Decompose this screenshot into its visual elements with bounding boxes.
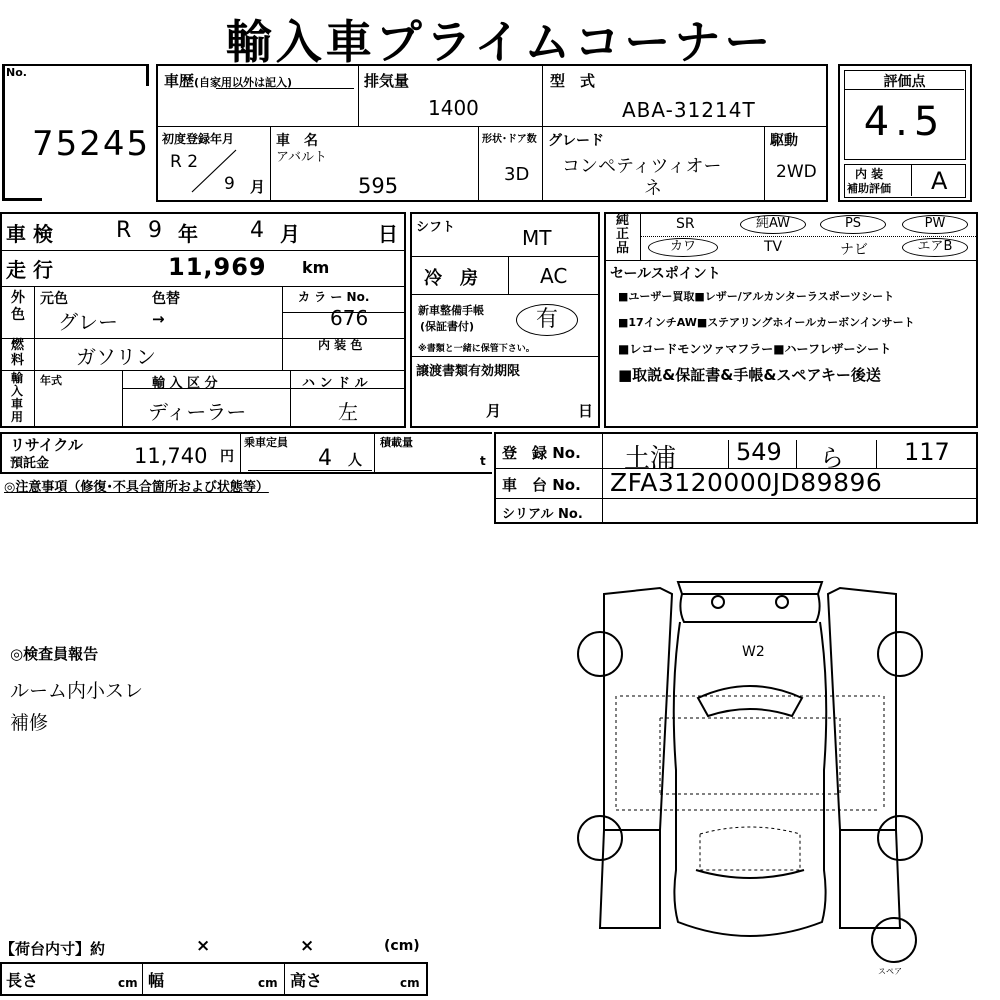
equip-alloy-wheel: 純AW [740, 215, 806, 234]
drive-value: 2WD [776, 162, 817, 182]
chassis-value: ZFA3120000JD89896 [610, 468, 883, 497]
mileage-unit: km [302, 258, 330, 277]
inspection-month: 4 [250, 218, 264, 243]
interior-label-1: 内 装 [855, 167, 884, 181]
manual-label-2: (保証書付) [420, 320, 475, 333]
sales-point-4: ■取説&保証書&手帳&スペアキー後送 [618, 366, 881, 384]
page-title: 輸入車プライムコーナー [225, 15, 775, 69]
handle-label: ハ ン ド ル [302, 376, 368, 391]
mileage-value: 11,969 [168, 253, 267, 281]
transfer-docs-day: 日 [578, 402, 594, 420]
fuel-label: 燃料 [11, 338, 25, 368]
color-original-label: 元色 [40, 291, 68, 307]
inspector-label: ◎検査員報告 [10, 645, 99, 663]
equipment-sales-block [604, 212, 978, 428]
lot-number-label: No. [6, 66, 27, 79]
doors-value: 3D [504, 164, 530, 185]
shift-label: シフト [416, 220, 456, 235]
serial-label: シリアル No. [502, 507, 583, 522]
inspection-month-unit: 月 [280, 222, 300, 246]
color-change-label: 色替 [152, 291, 180, 307]
capacity-value: 4 [318, 446, 332, 471]
inspection-year-unit: 年 [178, 222, 198, 246]
registration-kana: ら [820, 444, 844, 472]
equip-power-steering: PS [820, 215, 886, 234]
registration-block [494, 432, 978, 524]
equip-tv: TV [764, 239, 783, 255]
mileage-label: 走 行 [6, 258, 53, 282]
import-year-label: 年式 [40, 374, 62, 387]
interior-color-label: 内 装 色 [318, 338, 363, 352]
rating-box [838, 64, 972, 202]
cargo-length-label: 長さ [6, 971, 39, 990]
interior-label-2: 補助評価 [847, 182, 891, 195]
equip-sr: SR [676, 216, 695, 232]
lot-number-value: 75245 [32, 124, 151, 164]
manual-note: ※書類と一緒に保管下さい。 [418, 344, 535, 354]
inspector-line-1: ルーム内小スレ [10, 680, 144, 702]
equip-leather: カワ [648, 238, 718, 257]
first-reg-month-unit: 月 [250, 178, 266, 196]
color-no-value: 676 [330, 306, 369, 330]
equip-navi: ナビ [840, 242, 868, 258]
car-name-label: 車 名 [276, 133, 318, 149]
cargo-height-cm: cm [400, 976, 420, 990]
car-maker: アバルト [276, 150, 327, 165]
grade-value-1: コンペティツィオー [562, 156, 722, 177]
notes-label: ◎注意事項（修復･不具合箇所および状態等） [4, 480, 269, 495]
handle-value: 左 [338, 400, 358, 424]
color-change-value: → [152, 310, 165, 328]
manual-label-1: 新車整備手帳 [418, 304, 484, 317]
first-reg-era: R 2 [170, 152, 199, 172]
capacity-unit: 人 [348, 453, 362, 469]
sales-point-3: ■レコードモンツァマフラー■ハーフレザーシート [618, 342, 892, 356]
inspection-year: 9 [148, 218, 162, 243]
cargo-unit: (cm) [384, 938, 420, 954]
grade-label: グレード [548, 133, 604, 149]
sales-point-2: ■17インチAW■ステアリングホイールカーボンインサート [618, 316, 915, 329]
import-label: 輸入車用 [11, 371, 24, 424]
displacement-label: 排気量 [364, 72, 410, 90]
lot-number-box [2, 64, 150, 202]
transfer-docs-label: 譲渡書類有効期限 [416, 364, 521, 379]
car-damage-diagram [560, 570, 940, 990]
fuel-value: ガソリン [76, 345, 156, 369]
cargo-label: 【荷台内寸】約 [0, 940, 106, 958]
load-unit: t [480, 454, 486, 468]
vehicle-details-middle [410, 212, 600, 428]
recycle-label-1: リサイクル [10, 436, 83, 454]
recycle-unit: 円 [220, 449, 234, 465]
inspection-era: R [116, 218, 132, 243]
equip-airbag: エアB [902, 238, 968, 257]
history-label: 車歴(自家用以外は記入) [164, 72, 293, 90]
color-outer-label: 外色 [11, 290, 25, 323]
color-original-value: グレー [58, 310, 118, 334]
equip-power-window: PW [902, 215, 968, 234]
rating-value: 4.5 [863, 99, 946, 145]
cargo-length-cm: cm [118, 976, 138, 990]
ac-label: 冷 房 [424, 268, 478, 289]
vehicle-details-left [0, 212, 406, 428]
inspector-line-2: 補修 [10, 712, 49, 734]
first-reg-month: 9 [224, 174, 235, 194]
model-value: ABA-31214T [622, 98, 756, 122]
damage-mark-w2: W2 [742, 644, 765, 660]
top-info-grid [156, 64, 828, 202]
load-label: 積載量 [380, 436, 413, 449]
registration-label: 登 録 No. [502, 444, 581, 462]
import-type-value: ディーラー [148, 400, 247, 424]
car-name-value: 595 [358, 174, 399, 198]
spare-label: スペア [878, 967, 902, 976]
cargo-x2: × [300, 936, 315, 956]
import-type-label: 輸 入 区 分 [152, 376, 218, 391]
grade-value-2: ネ [644, 178, 662, 199]
cargo-height-label: 高さ [290, 971, 323, 990]
shift-value: MT [522, 226, 552, 250]
doors-label: 形状･ドア数 [482, 134, 537, 145]
recycle-label-2: 預託金 [10, 456, 50, 471]
rating-label: 評価点 [883, 74, 926, 90]
registration-area: 土浦 [624, 444, 677, 474]
cargo-width-cm: cm [258, 976, 278, 990]
sales-points-label: セールスポイント [610, 266, 721, 282]
cargo-width-label: 幅 [148, 971, 165, 990]
color-no-label: カ ラ ー No. [298, 290, 370, 304]
registration-number: 117 [904, 438, 950, 466]
capacity-label: 乗車定員 [244, 436, 288, 449]
inspection-day-unit: 日 [378, 222, 398, 246]
registration-class: 549 [736, 438, 782, 466]
displacement-value: 1400 [428, 96, 479, 120]
interior-rating-value: A [931, 167, 948, 195]
sales-point-1: ■ユーザー買取■レザー/アルカンターラスポーツシート [618, 290, 895, 303]
transfer-docs-month: 月 [486, 402, 502, 420]
equipment-label: 純正品 [616, 213, 630, 256]
drive-label: 駆動 [770, 133, 798, 149]
cargo-table [0, 962, 428, 996]
ac-value: AC [540, 264, 568, 288]
cargo-x1: × [196, 936, 211, 956]
inspection-label: 車 検 [6, 222, 53, 246]
first-reg-label: 初度登録年月 [162, 132, 235, 146]
model-label: 型 式 [550, 72, 596, 90]
recycle-row [0, 432, 492, 474]
recycle-value: 11,740 [134, 444, 208, 468]
manual-value: 有 [516, 304, 578, 336]
chassis-label: 車 台 No. [502, 476, 581, 494]
